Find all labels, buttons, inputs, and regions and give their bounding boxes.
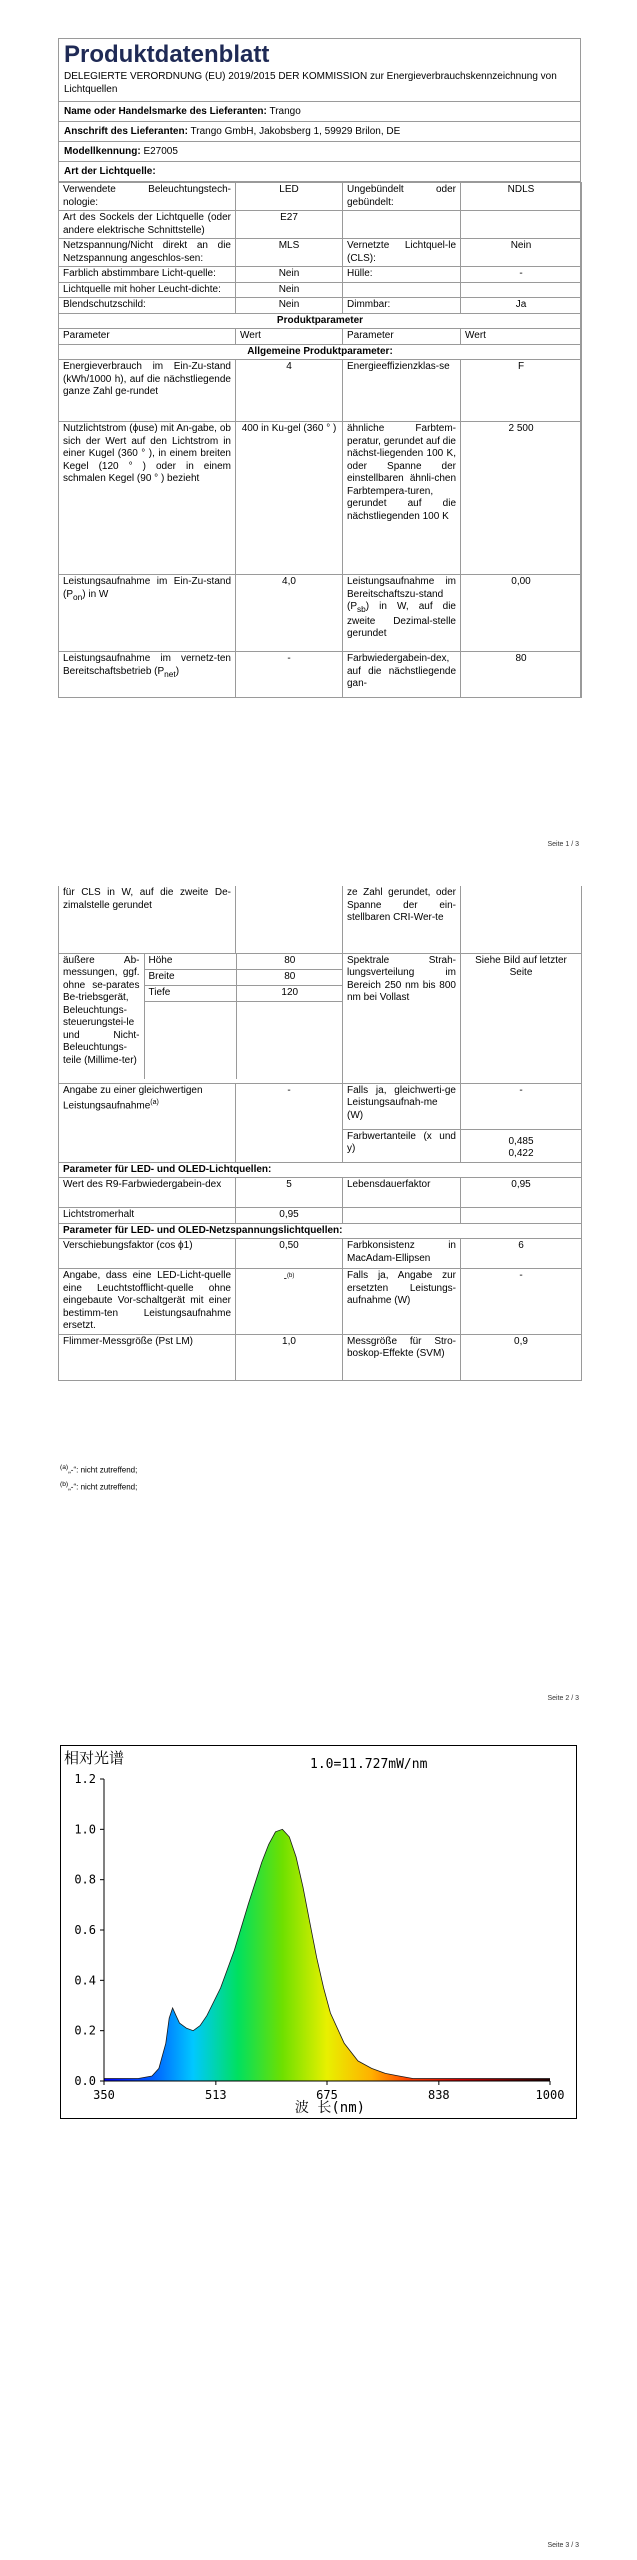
- x-tick-label: 513: [204, 2088, 227, 2102]
- table-row: [59, 239, 582, 267]
- dimension-value: 120: [236, 985, 343, 1001]
- table-row: [59, 360, 582, 422]
- model-label: Modellkennung:: [64, 146, 141, 157]
- param-value: [461, 211, 582, 239]
- x-tick-label: 1000: [535, 2088, 565, 2102]
- footnote-a: [60, 1462, 137, 1476]
- param-label: für CLS in W, auf die zweite De-zimalstelle gerundet: [59, 886, 236, 953]
- y-tick-label: 0.8: [74, 1872, 96, 1887]
- param-value: [236, 886, 343, 953]
- param-value: [461, 886, 582, 953]
- param-value: [461, 1129, 582, 1162]
- table-row: [59, 953, 582, 1083]
- param-label: Dimmbar:: [343, 298, 461, 314]
- section-header-row: [59, 344, 582, 360]
- param-label: Messgröße für Stro-boskop-Effekte (SVM): [343, 1334, 461, 1380]
- param-label: Falls ja, Angabe zur ersetzten Leistungs-aufnahme (W): [343, 1269, 461, 1335]
- param-label: ähnliche Farbtem-peratur, gerundet auf die nächst-liegenden 100 K, oder Spanne der einstellbaren ähnli-chen Farbtempera-turen, gerundet auf die nächstliegenden 100 K: [343, 422, 461, 575]
- table-row: [59, 1239, 582, 1269]
- table-row: [59, 422, 582, 575]
- supplier-address-value: Trango GmbH, Jakobsberg 1, 59929 Brilon, DE: [190, 126, 401, 137]
- param-label: [343, 1208, 461, 1224]
- param-value: 0,00: [461, 575, 582, 652]
- footnote-b: [60, 1479, 137, 1493]
- label-subscript: net: [164, 668, 176, 679]
- param-label: Falls ja, gleichwerti-ge Leistungsaufnah-me (W): [343, 1083, 461, 1129]
- param-label: Farblich abstimmbare Licht-quelle:: [59, 267, 236, 283]
- param-value: 5: [236, 1178, 343, 1208]
- param-label: Farbkonsistenz in MacAdam-Ellipsen: [343, 1239, 461, 1269]
- param-label: ze Zahl gerundet, oder Spanne der ein-stellbaren CRI-Wer-te: [343, 886, 461, 953]
- param-label: Lichtquelle mit hoher Leucht-dichte:: [59, 282, 236, 298]
- table-row: [59, 1269, 582, 1335]
- table-row: [59, 652, 582, 698]
- footnote-text: „-“: nicht zutreffend;: [68, 1465, 138, 1475]
- footnote-mark: (a): [60, 1464, 69, 1471]
- section-title: Parameter für LED- und OLED-Lichtquellen:: [59, 1162, 582, 1178]
- column-header: Wert: [461, 329, 582, 345]
- model-row: [59, 142, 580, 162]
- param-label: Lebensdauerfaktor: [343, 1178, 461, 1208]
- param-value: [461, 282, 582, 298]
- section-title: Parameter für LED- und OLED-Netzspannungslichtquellen:: [59, 1223, 582, 1239]
- supplier-name-label: Name oder Handelsmarke des Lieferanten:: [64, 106, 267, 117]
- table-row: [59, 298, 582, 314]
- param-label: Ungebündelt oder gebündelt:: [343, 183, 461, 211]
- table-row: [59, 1208, 582, 1224]
- y-tick-label: 1.0: [74, 1822, 96, 1837]
- table-row: [59, 1178, 582, 1208]
- param-value: F: [461, 360, 582, 422]
- label-superscript: (a): [150, 1099, 159, 1106]
- column-header: Parameter: [59, 329, 236, 345]
- section-title: Produktparameter: [59, 313, 582, 329]
- param-label: Energieverbrauch im Ein-Zu-stand (kWh/1000 h), auf die nächstliegende ganze Zahl ge-rundet: [59, 360, 236, 422]
- param-value: LED: [236, 183, 343, 211]
- label-text: Leistungsaufnahme im vernetz-ten Bereitschaftsbetrieb (P: [63, 653, 231, 677]
- section-header-row: [59, 313, 582, 329]
- dimensions-label: äußere Ab-messungen, ggf. ohne se-parates Be-triebsgerät, Beleuchtungs-steuerungstei-le und Nicht-Beleuchtungs-teile (Millime-ter): [63, 954, 140, 1066]
- param-value: Nein: [461, 239, 582, 267]
- column-header: Wert: [236, 329, 343, 345]
- supplier-address-label: Anschrift des Lieferanten:: [64, 126, 188, 137]
- param-value: 4,0: [236, 575, 343, 652]
- dimension-name: Breite: [144, 969, 236, 985]
- model-value: E27005: [143, 146, 178, 157]
- param-label: Wert des R9-Farbwiedergabein-dex: [59, 1178, 236, 1208]
- param-value: Ja: [461, 298, 582, 314]
- param-value: 0,95: [461, 1178, 582, 1208]
- chart-scale-note: 1.0=11.727mW/nm: [310, 1757, 428, 1772]
- table-row: [59, 1334, 582, 1380]
- param-label: Hülle:: [343, 267, 461, 283]
- product-parameters-continued: [58, 886, 582, 1381]
- dimensions-table: [59, 954, 343, 1079]
- param-value: NDLS: [461, 183, 582, 211]
- param-value: -: [461, 1269, 582, 1335]
- param-label: Art des Sockels der Lichtquelle (oder andere elektrische Schnittstelle): [59, 211, 236, 239]
- param-value: 80: [461, 652, 582, 698]
- param-label: Farbwiedergabein-dex, auf die nächstliegende gan-: [343, 652, 461, 698]
- label-subscript: on: [73, 591, 83, 602]
- supplier-name-row: [59, 102, 580, 122]
- section-header-row: [59, 1162, 582, 1178]
- y-tick-label: 0.0: [74, 2074, 96, 2088]
- param-label: Vernetzte Lichtquel-le (CLS):: [343, 239, 461, 267]
- label-text: Angabe zu einer gleichwertigen Leistungsaufnahme: [63, 1084, 203, 1112]
- param-value: 6: [461, 1239, 582, 1269]
- datasheet-frame: [58, 38, 581, 698]
- x-tick-label: 350: [93, 2088, 115, 2102]
- param-value: -: [461, 267, 582, 283]
- param-label: [343, 282, 461, 298]
- document-title: Produktdatenblatt: [64, 41, 270, 68]
- page-number: Seite 1 / 3: [547, 841, 579, 848]
- param-value: 1,0: [236, 1334, 343, 1380]
- param-label: Nutzlichtstrom (ϕuse) mit An-gabe, ob sich der Wert auf den Lichtstrom in einer Kugel (360 ° ), in einem breiten Kegel (120 ° ) oder in einem schmalen Kegel (90 ° ) bezieht: [59, 422, 236, 575]
- chart-title: 相对光谱: [64, 1749, 125, 1767]
- supplier-name-value: Trango: [269, 106, 301, 117]
- table-row: [59, 886, 582, 953]
- param-value: -: [236, 1083, 343, 1162]
- footnote-text: „-“: nicht zutreffend;: [68, 1482, 138, 1492]
- footnote-mark: (b): [60, 1481, 69, 1488]
- table-row: [59, 267, 582, 283]
- y-tick-label: 0.6: [74, 1923, 96, 1937]
- param-label: Spektrale Strah-lungsverteilung im Bereich 250 nm bis 800 nm bei Vollast: [343, 953, 461, 1083]
- param-value: 4: [236, 360, 343, 422]
- param-value: Nein: [236, 267, 343, 283]
- param-label: [59, 1083, 236, 1162]
- document-subtitle: DELEGIERTE VERORDNUNG (EU) 2019/2015 DER KOMMISSION zur Energieverbrauchskennzeichnung von Lichtquellen: [59, 69, 580, 102]
- param-label: Energieeffizienzklas-se: [343, 360, 461, 422]
- page-number: Seite 3 / 3: [547, 2542, 579, 2549]
- page-1: [0, 0, 637, 870]
- dimension-name: Tiefe: [144, 985, 236, 1001]
- x-tick-label: 838: [427, 2088, 450, 2102]
- dimension-value: 80: [236, 954, 343, 970]
- param-label: [59, 652, 236, 698]
- label-text: ): [175, 665, 180, 677]
- page-number: Seite 2 / 3: [547, 1695, 579, 1702]
- label-text: ) in W, auf die zweite Dezimal-stelle gerundet: [347, 601, 456, 639]
- param-value: Siehe Bild auf letzter Seite: [461, 953, 582, 1083]
- column-header-row: [59, 329, 582, 345]
- table-row: [59, 575, 582, 652]
- label-text: Leistungsaufnahme im Bereitschaftszu-stand (P: [347, 576, 456, 612]
- light-source-type-label: Art der Lichtquelle:: [64, 166, 156, 177]
- param-label: Farbwertanteile (x und y): [343, 1129, 461, 1162]
- section-title: Allgemeine Produktparameter:: [59, 344, 582, 360]
- param-value: Nein: [236, 298, 343, 314]
- param-label: Blendschutzschild:: [59, 298, 236, 314]
- param-value: MLS: [236, 239, 343, 267]
- page-2: [0, 870, 637, 1750]
- label-text: ) in W: [82, 588, 109, 600]
- table-row: [59, 282, 582, 298]
- param-value: 0,95: [236, 1208, 343, 1224]
- light-source-type-table: [58, 182, 582, 698]
- light-source-type-row: [59, 162, 580, 182]
- table-row: [59, 211, 582, 239]
- chroma-y: 0,422: [508, 1148, 534, 1159]
- param-label: Netzspannung/Nicht direkt an die Netzspannung angeschlos-sen:: [59, 239, 236, 267]
- param-label: Verwendete Beleuchtungstech-nologie:: [59, 183, 236, 211]
- chroma-x: 0,485: [508, 1135, 534, 1147]
- param-label: Flimmer-Messgröße (Pst LM): [59, 1334, 236, 1380]
- column-header: Parameter: [343, 329, 461, 345]
- param-label: [343, 575, 461, 652]
- y-tick-label: 1.2: [74, 1772, 96, 1786]
- param-label: Verschiebungsfaktor (cos ϕ1): [59, 1239, 236, 1269]
- param-label: Angabe, dass eine LED-Licht-quelle eine Leuchtstofflicht-quelle ohne eingebaute Vor-schaltgerät mit einer bestimm-ten Leistungsaufnahme ersetzt.: [59, 1269, 236, 1335]
- y-tick-label: 0.2: [74, 2023, 96, 2038]
- param-value: [461, 1208, 582, 1224]
- value-text: -: [283, 1273, 287, 1285]
- label-text: Leistungsaufnahme im Ein-Zu-stand (P: [63, 576, 231, 600]
- label-subscript: sb: [357, 604, 366, 614]
- param-label: [343, 211, 461, 239]
- table-row: [59, 183, 582, 211]
- dimensions-cell: [59, 953, 343, 1083]
- x-tick-label: 675: [316, 2088, 338, 2102]
- section-header-row: [59, 1223, 582, 1239]
- supplier-address-row: [59, 122, 580, 142]
- param-value: E27: [236, 211, 343, 239]
- param-value: Nein: [236, 282, 343, 298]
- param-value: 2 500: [461, 422, 582, 575]
- param-label: [59, 575, 236, 652]
- y-tick-label: 0.4: [74, 1973, 96, 1988]
- param-value: [236, 1269, 343, 1335]
- table-row: [59, 1083, 582, 1129]
- value-superscript: (b): [287, 1273, 295, 1279]
- relative-spectrum-chart: [60, 1745, 577, 2119]
- dimension-name: Höhe: [144, 954, 236, 970]
- param-value: 0,50: [236, 1239, 343, 1269]
- x-axis-label: 波 长(nm): [294, 2100, 366, 2116]
- dimension-value: 80: [236, 969, 343, 985]
- param-value: 0,9: [461, 1334, 582, 1380]
- param-value: -: [461, 1083, 582, 1129]
- param-value: -: [236, 652, 343, 698]
- param-label: Lichtstromerhalt: [59, 1208, 236, 1224]
- param-value: 400 in Ku-gel (360 ° ): [236, 422, 343, 575]
